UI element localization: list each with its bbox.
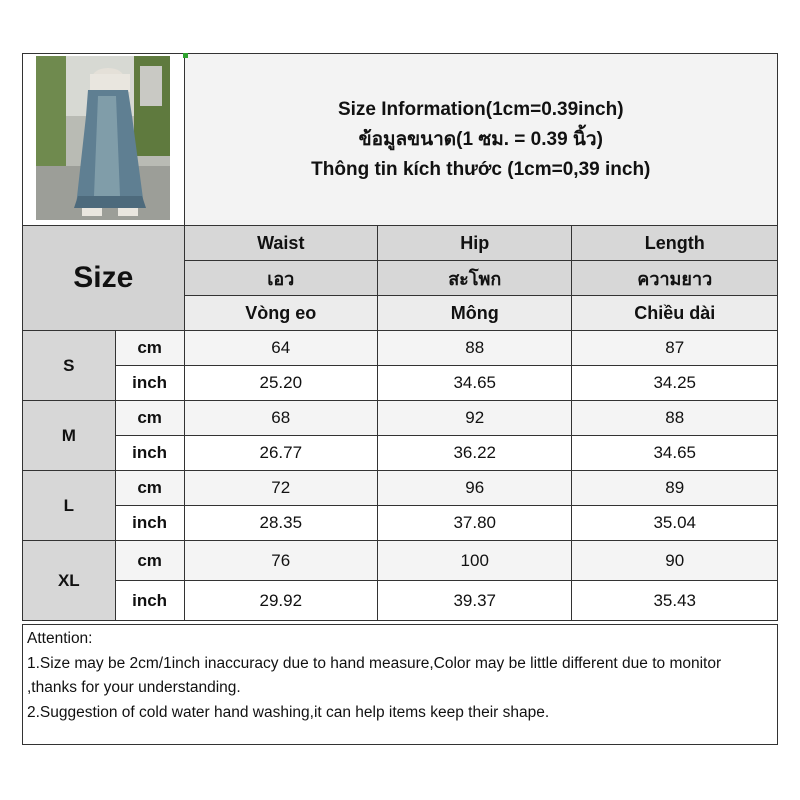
value-m-length-inch: 34.65: [572, 436, 778, 471]
unit-inch: inch: [115, 366, 184, 401]
value-xl-hip-cm: 100: [378, 541, 572, 581]
size-label-l: L: [23, 471, 116, 541]
value-s-hip-inch: 34.65: [378, 366, 572, 401]
denim-maxi-skirt-photo-icon: [36, 56, 170, 220]
column-length-vi: Chiều dài: [572, 296, 778, 331]
value-xl-length-cm: 90: [572, 541, 778, 581]
unit-inch: inch: [115, 506, 184, 541]
unit-cm: cm: [115, 541, 184, 581]
unit-cm: cm: [115, 401, 184, 436]
corner-marker: [183, 53, 188, 58]
notes-item-2: 2.Suggestion of cold water hand washing,it can help items keep their shape.: [27, 703, 550, 721]
value-m-waist-cm: 68: [184, 401, 377, 436]
size-header: Size: [23, 226, 185, 331]
value-l-waist-cm: 72: [184, 471, 377, 506]
value-m-hip-inch: 36.22: [378, 436, 572, 471]
column-hip-vi: Mông: [378, 296, 572, 331]
value-xl-hip-inch: 39.37: [378, 581, 572, 621]
value-l-length-cm: 89: [572, 471, 778, 506]
value-xl-waist-cm: 76: [184, 541, 377, 581]
value-s-waist-cm: 64: [184, 331, 377, 366]
title-english: Size Information(1cm=0.39inch): [337, 98, 624, 120]
title-thai: ข้อมูลขนาด(1 ซม. = 0.39 นิ้ว): [358, 128, 603, 150]
column-hip-th: สะโพก: [378, 261, 572, 296]
value-xl-length-inch: 35.43: [572, 581, 778, 621]
notes-heading: Attention:: [27, 630, 93, 647]
value-l-length-inch: 35.04: [572, 506, 778, 541]
value-s-waist-inch: 25.20: [184, 366, 377, 401]
value-xl-waist-inch: 29.92: [184, 581, 377, 621]
value-l-waist-inch: 28.35: [184, 506, 377, 541]
attention-notes: [22, 624, 778, 745]
value-m-waist-inch: 26.77: [184, 436, 377, 471]
value-s-length-cm: 87: [572, 331, 778, 366]
unit-inch: inch: [115, 436, 184, 471]
value-s-length-inch: 34.25: [572, 366, 778, 401]
title-vietnamese: Thông tin kích thước (1cm=0,39 inch): [311, 158, 651, 180]
notes-item-1: 1.Size may be 2cm/1inch inaccuracy due to hand measure,Color may be little different due to monitor ,thanks for your understanding.: [27, 654, 722, 696]
size-label-s: S: [23, 331, 116, 401]
value-m-length-cm: 88: [572, 401, 778, 436]
value-m-hip-cm: 92: [378, 401, 572, 436]
column-length-th: ความยาว: [572, 261, 778, 296]
unit-inch: inch: [115, 581, 184, 621]
value-l-hip-cm: 96: [378, 471, 572, 506]
size-label-m: M: [23, 401, 116, 471]
value-s-hip-cm: 88: [378, 331, 572, 366]
column-length-en: Length: [572, 226, 778, 261]
title-block: [184, 54, 777, 226]
unit-cm: cm: [115, 471, 184, 506]
column-waist-vi: Vòng eo: [184, 296, 377, 331]
column-waist-en: Waist: [184, 226, 377, 261]
column-waist-th: เอว: [184, 261, 377, 296]
unit-cm: cm: [115, 331, 184, 366]
size-label-xl: XL: [23, 541, 116, 621]
column-hip-en: Hip: [378, 226, 572, 261]
value-l-hip-inch: 37.80: [378, 506, 572, 541]
